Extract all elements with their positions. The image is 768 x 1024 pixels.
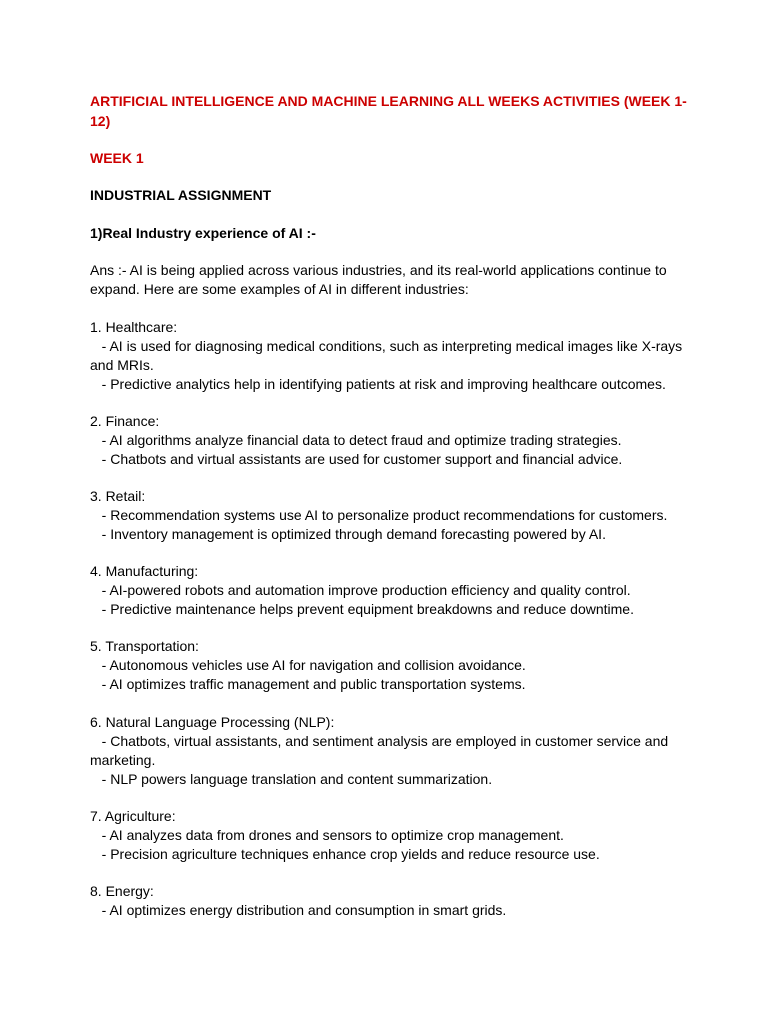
industry-section-nlp xyxy=(90,713,690,789)
section-point: - AI optimizes traffic management and public transportation systems. xyxy=(90,676,526,692)
industry-section-manufacturing xyxy=(90,562,690,619)
industry-section-retail xyxy=(90,487,690,544)
section-point: - Autonomous vehicles use AI for navigation and collision avoidance. xyxy=(90,657,526,673)
section-heading: 1. Healthcare: xyxy=(90,319,178,335)
section-heading: 2. Finance: xyxy=(90,413,160,429)
section-heading: 3. Retail: xyxy=(90,488,146,504)
section-point: - Predictive analytics help in identifying patients at risk and improving healthcare outcomes. xyxy=(90,376,666,392)
section-point: - Chatbots and virtual assistants are used for customer support and financial advice. xyxy=(90,451,623,467)
section-point: - AI algorithms analyze financial data to detect fraud and optimize trading strategies. xyxy=(90,432,622,448)
industry-section-transportation xyxy=(90,637,690,694)
section-point: - Precision agriculture techniques enhance crop yields and reduce resource use. xyxy=(90,846,600,862)
section-point: - NLP powers language translation and content summarization. xyxy=(90,771,493,787)
industry-section-healthcare xyxy=(90,318,690,394)
section-heading: 6. Natural Language Processing (NLP): xyxy=(90,714,335,730)
section-heading: 8. Energy: xyxy=(90,883,154,899)
section-point: - AI optimizes energy distribution and consumption in smart grids. xyxy=(90,902,507,918)
document-title: ARTIFICIAL INTELLIGENCE AND MACHINE LEARNING ALL WEEKS ACTIVITIES (WEEK 1-12) xyxy=(90,93,687,129)
week-heading: WEEK 1 xyxy=(90,150,144,166)
section-point: - Chatbots, virtual assistants, and sentiment analysis are employed in customer service and marketing. xyxy=(90,733,673,768)
section-point: - AI analyzes data from drones and sensors to optimize crop management. xyxy=(90,827,564,843)
answer-intro: Ans :- AI is being applied across various industries, and its real-world applications continue to expand. Here are some examples of AI in different industries: xyxy=(90,262,667,297)
industry-section-finance xyxy=(90,412,690,469)
section-heading: 5. Transportation: xyxy=(90,638,199,654)
industry-section-energy xyxy=(90,882,690,920)
section-point: - AI is used for diagnosing medical conditions, such as interpreting medical images like X-rays and MRIs. xyxy=(90,338,687,373)
assignment-heading: INDUSTRIAL ASSIGNMENT xyxy=(90,187,272,203)
section-heading: 7. Agriculture: xyxy=(90,808,176,824)
section-point: - Inventory management is optimized through demand forecasting powered by AI. xyxy=(90,526,606,542)
section-point: - Recommendation systems use AI to personalize product recommendations for customers. xyxy=(90,507,668,523)
industry-section-agriculture xyxy=(90,807,690,864)
section-point: - Predictive maintenance helps prevent equipment breakdowns and reduce downtime. xyxy=(90,601,634,617)
section-point: - AI-powered robots and automation improve production efficiency and quality control. xyxy=(90,582,631,598)
section-heading: 4. Manufacturing: xyxy=(90,563,199,579)
question-heading: 1)Real Industry experience of AI :- xyxy=(90,225,316,241)
